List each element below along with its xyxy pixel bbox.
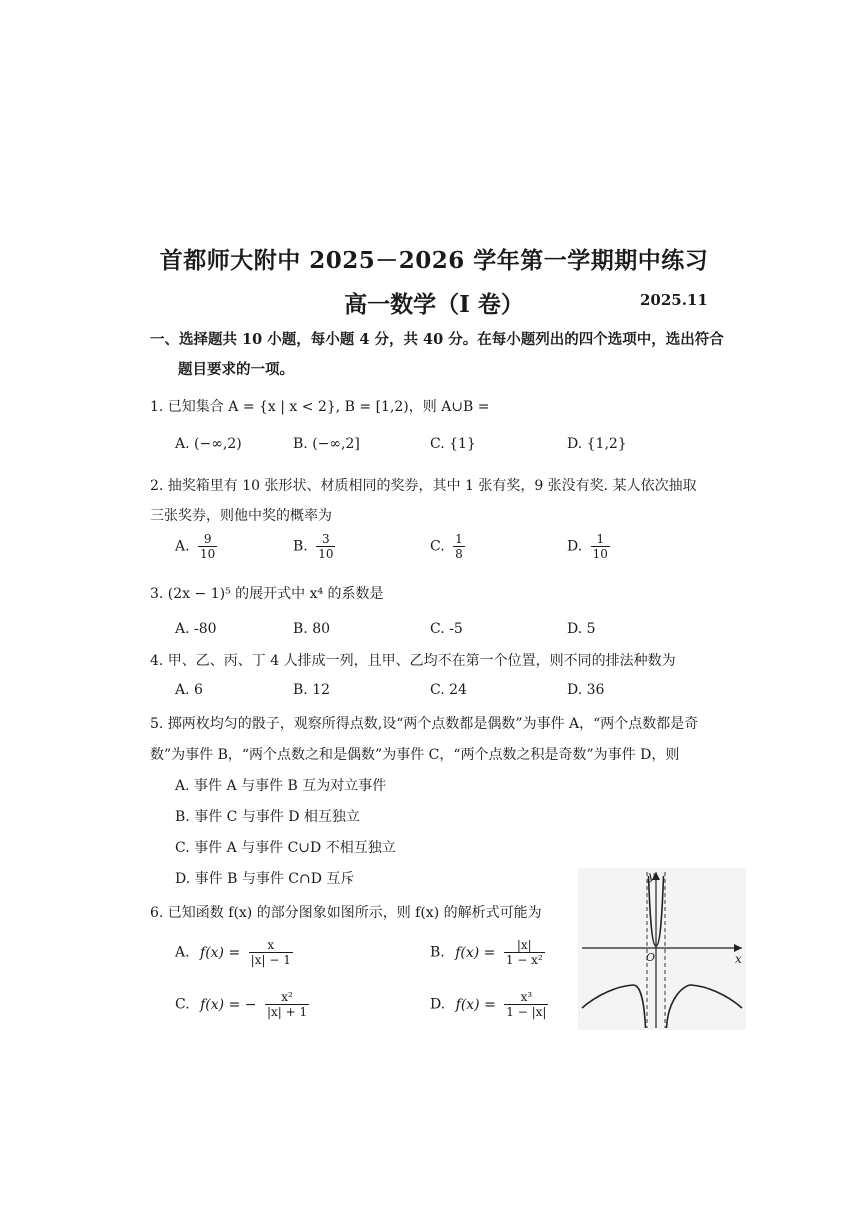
option-label: C. [175, 996, 190, 1013]
question-6-option-a[interactable] [175, 938, 293, 967]
question-5-option-b[interactable]: B. 事件 C 与事件 D 相互独立 [175, 809, 360, 825]
question-6-option-b[interactable] [430, 938, 545, 967]
question-1-option-b[interactable]: B. (−∞,2] [293, 436, 360, 452]
denominator: 1 − |x| [506, 1005, 547, 1019]
y-axis-label: y [648, 869, 655, 883]
denominator: 8 [455, 547, 463, 561]
question-5-option-c[interactable]: C. 事件 A 与事件 C∪D 不相互独立 [175, 840, 396, 856]
fraction [504, 990, 548, 1019]
question-4-option-a[interactable]: A. 6 [175, 682, 203, 698]
denominator: 10 [592, 547, 608, 561]
question-1-option-c[interactable]: C. {1} [430, 436, 476, 452]
question-2-option-a[interactable] [175, 532, 217, 561]
question-3-option-d[interactable]: D. 5 [567, 621, 596, 637]
question-1-option-a[interactable]: A. (−∞,2) [175, 436, 242, 452]
exam-title: 首都师大附中 2025－2026 学年第一学期期中练习 [159, 247, 709, 274]
fraction [504, 938, 545, 967]
graph-background [578, 868, 746, 1030]
question-6-option-c[interactable] [175, 990, 309, 1019]
option-label: A. [175, 944, 190, 961]
section-instructions-line2: 题目要求的一项。 [178, 361, 294, 378]
numerator: |x| [516, 938, 532, 952]
exam-subtitle: 高一数学（I 卷） [344, 291, 524, 318]
denominator: |x| − 1 [250, 953, 291, 967]
option-label: B. [430, 944, 445, 961]
question-2-stem-line2: 三张奖券，则他中奖的概率为 [150, 508, 332, 524]
question-6-stem: 6. 已知函数 f(x) 的部分图象如图所示，则 f(x) 的解析式可能为 [150, 905, 542, 921]
numerator: x [267, 938, 275, 952]
numerator: 3 [322, 532, 330, 546]
question-5-option-d[interactable]: D. 事件 B 与事件 C∩D 互斥 [175, 871, 355, 887]
option-label: B. [293, 538, 308, 555]
option-label: D. [567, 538, 583, 555]
option-lhs: f(x) = [455, 944, 496, 961]
numerator: x² [281, 990, 293, 1004]
question-1-option-d[interactable]: D. {1,2} [567, 436, 627, 452]
question-2-option-c[interactable] [430, 532, 465, 561]
question-4-option-d[interactable]: D. 36 [567, 682, 605, 698]
fraction [591, 532, 610, 561]
question-3-option-a[interactable]: A. -80 [175, 621, 217, 637]
denominator: 1 − x² [505, 953, 543, 967]
section-instructions-line1: 一、选择题共 10 小题，每小题 4 分，共 40 分。在每小题列出的四个选项中，选出符合 [150, 331, 724, 348]
question-5-stem-line1: 5. 掷两枚均匀的骰子，观察所得点数,设“两个点数都是偶数”为事件 A，“两个点数都是奇 [150, 716, 699, 732]
question-5-option-a[interactable]: A. 事件 A 与事件 B 互为对立事件 [175, 778, 387, 794]
question-4-option-c[interactable]: C. 24 [430, 682, 467, 698]
fraction [265, 990, 309, 1019]
question-5-stem-line2: 数”为事件 B，“两个点数之和是偶数”为事件 C，“两个点数之积是奇数”为事件 D，则 [150, 747, 680, 763]
exam-date: 2025.11 [640, 291, 708, 309]
option-lhs: f(x) = [200, 944, 241, 961]
question-2-option-b[interactable] [293, 532, 335, 561]
question-2-stem-line1: 2. 抽奖箱里有 10 张形状、材质相同的奖券，其中 1 张有奖，9 张没有奖. 某人依次抽取 [150, 478, 697, 494]
denominator: 10 [318, 547, 334, 561]
numerator: 9 [203, 532, 212, 546]
numerator: 1 [596, 532, 605, 546]
numerator: 1 [455, 532, 463, 546]
question-3-stem: 3. (2x − 1)⁵ 的展开式中 x⁴ 的系数是 [150, 586, 384, 602]
fraction [453, 532, 465, 561]
question-4-option-b[interactable]: B. 12 [293, 682, 331, 698]
fraction [316, 532, 335, 561]
denominator: |x| + 1 [266, 1005, 308, 1019]
option-label: D. [430, 996, 446, 1013]
question-6-option-d[interactable] [430, 990, 548, 1019]
option-lhs: f(x) = [455, 996, 496, 1013]
option-label: C. [430, 538, 445, 555]
origin-label: O [646, 951, 656, 964]
question-3-option-c[interactable]: C. -5 [430, 621, 463, 637]
x-axis-label: x [735, 952, 742, 966]
question-1-stem: 1. 已知集合 A = {x | x < 2}, B = [1,2)，则 A∪B = [150, 399, 490, 415]
option-lhs: f(x) = − [200, 996, 257, 1013]
question-2-option-d[interactable] [567, 532, 610, 561]
fraction [198, 532, 217, 561]
question-3-option-b[interactable]: B. 80 [293, 621, 331, 637]
fraction [249, 938, 293, 967]
option-label: A. [175, 538, 190, 555]
numerator: x³ [520, 990, 533, 1004]
denominator: 10 [200, 547, 216, 561]
question-4-stem: 4. 甲、乙、丙、丁 4 人排成一列，且甲、乙均不在第一个位置，则不同的排法种数为 [150, 653, 676, 669]
question-6-function-graph [578, 868, 746, 1030]
